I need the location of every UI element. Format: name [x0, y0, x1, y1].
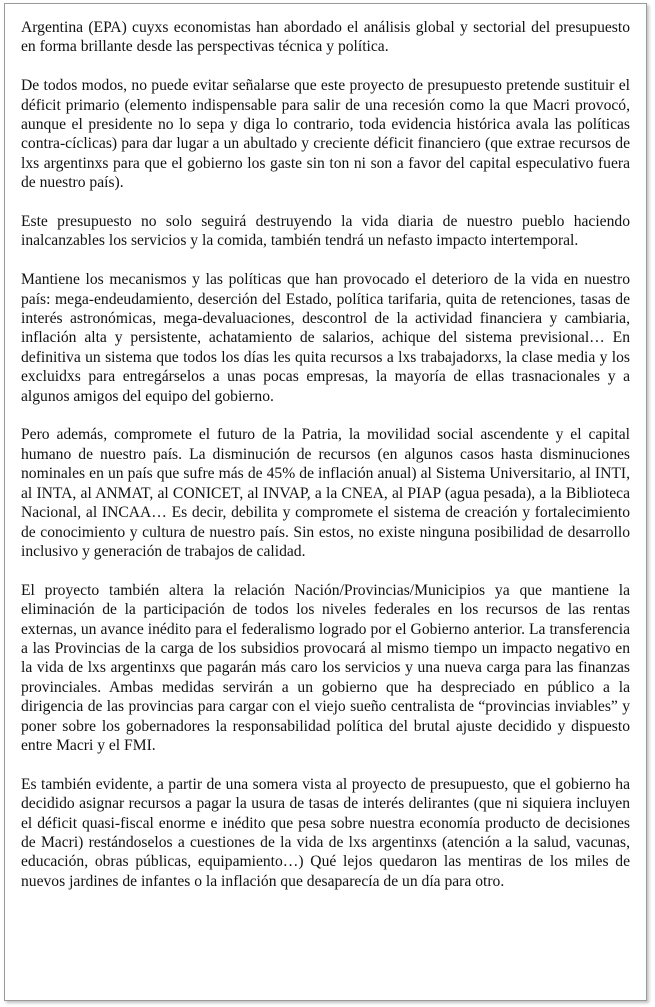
- document-page: [4, 3, 647, 1001]
- paragraph-6: El proyecto también altera la relación Nación/Provincias/Municipios ya que mantiene la eliminación de la participación de todos los niveles federales en los recursos de las rentas externas, un avance inédito para el federalismo logrado por el Gobierno anterior. La transferencia a las Provincias de la carga de los subsidios provocará al mismo tiempo un impacto negativo en la vida de lxs argentinxs que pagarán más caro los servicios y una nueva carga para las finanzas provinciales. Ambas medidas servirán a un gobierno que ha despreciado en público a la dirigencia de las provincias para cargar con el viejo sueño centralista de “provincias inviables” y poner sobre los gobernadores la responsabilidad política del brutal ajuste decidido y dispuesto entre Macri y el FMI.: [21, 581, 630, 754]
- document-body: [21, 18, 630, 891]
- paragraph-4: Mantiene los mecanismos y las políticas que han provocado el deterioro de la vida en nuestro país: mega-endeudamiento, deserción del Estado, política tarifaria, quita de retenciones, tasas de interés astronómicas, mega-devaluaciones, descontrol de la actividad financiera y cambiaria, inflación alta y persistente, achatamiento de salarios, achique del sistema previsional… En definitiva un sistema que todos los días les quita recursos a lxs trabajadorxs, la clase media y los excluidxs para entregárselos a unas pocas empresas, la mayoría de ellas trasnacionales y a algunos amigos del equipo del gobierno.: [21, 271, 630, 405]
- paragraph-3: Este presupuesto no solo seguirá destruyendo la vida diaria de nuestro pueblo haciendo inalcanzables los servicios y la comida, también tendrá un nefasto impacto intertemporal.: [21, 213, 630, 250]
- paragraph-5: Pero además, compromete el futuro de la Patria, la movilidad social ascendente y el capital humano de nuestro país. La disminución de recursos (en algunos casos hasta disminuciones nominales en un país que sufre más de 45% de inflación anual) al Sistema Universitario, al INTI, al INTA, al ANMAT, al CONICET, al INVAP, a la CNEA, al PIAP (agua pesada), a la Biblioteca Nacional, al INCAA… Es decir, debilita y compromete el sistema de creación y fortalecimiento de conocimiento y cultura de nuestro país. Sin estos, no existe ninguna posibilidad de desarrollo inclusivo y generación de trabajos de calidad.: [21, 426, 630, 560]
- paragraph-1: Argentina (EPA) cuyxs economistas han abordado el análisis global y sectorial del presupuesto en forma brillante desde las perspectivas técnica y política.: [21, 19, 630, 56]
- paragraph-7: Es también evidente, a partir de una somera vista al proyecto de presupuesto, que el gobierno ha decidido asignar recursos a pagar la usura de tasas de interés delirantes (que ni siquiera incluyen el déficit quasi-fiscal enorme e inédito que pesa sobre nuestra economía producto de decisiones de Macri) restándoselos a cuestiones de la vida de lxs argentinxs (atención a la salud, vacunas, educación, obras públicas, equipamiento…) Qué lejos quedaron las mentiras de los miles de nuevos jardines de infantes o la inflación que desaparecía de un día para otro.: [21, 775, 630, 890]
- paragraph-2: De todos modos, no puede evitar señalarse que este proyecto de presupuesto pretende sustituir el déficit primario (elemento indispensable para salir de una recesión como la que Macri provocó, aunque el presidente no lo sepa y diga lo contrario, toda evidencia histórica avala las políticas contra-cíclicas) para dar lugar a un abultado y creciente déficit financiero (que extrae recursos de lxs argentinxs para que el gobierno los gaste sin ton ni son a favor del capital especulativo fuera de nuestro país).: [21, 77, 630, 192]
